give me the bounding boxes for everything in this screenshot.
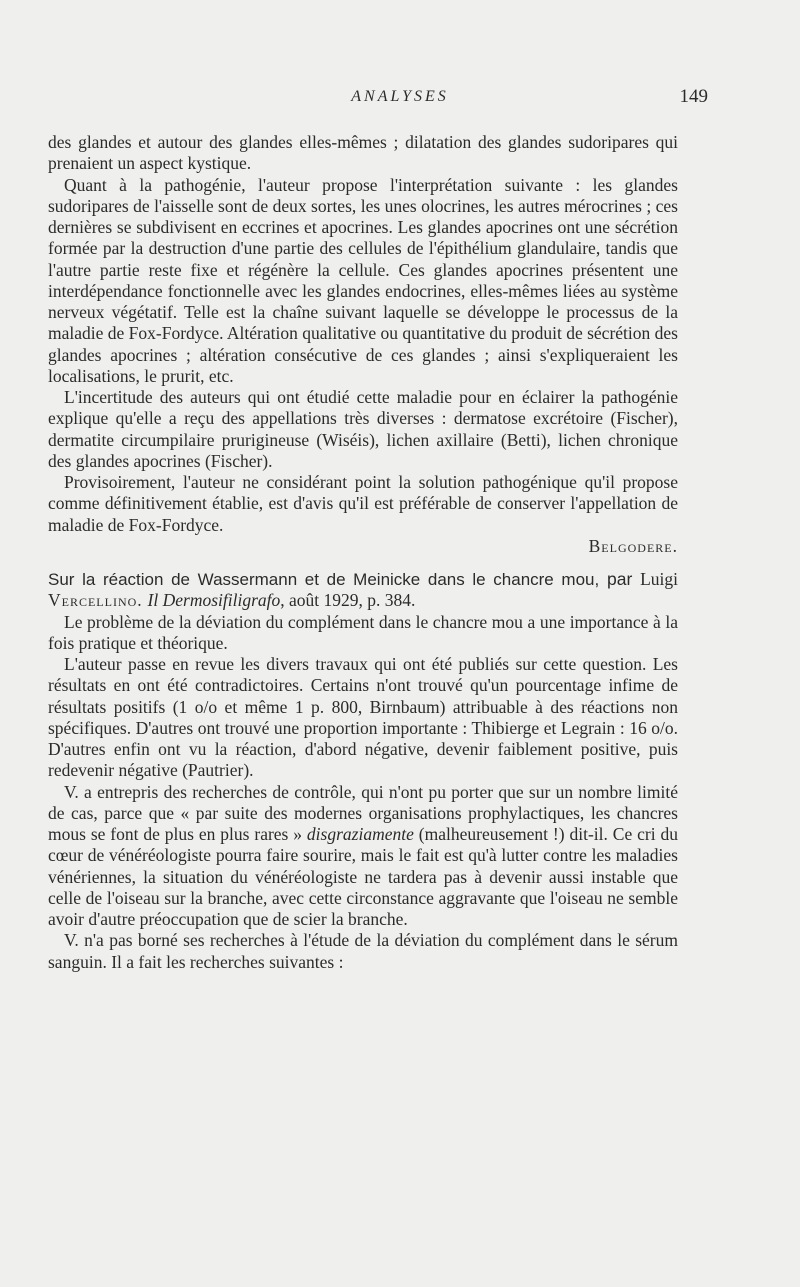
article-title: Sur la réaction de Wassermann et de Meinicke dans le chancre mou, xyxy=(48,570,600,589)
article-author-last: Vercellino. xyxy=(48,590,143,611)
reviewer-signature: Belgodere. xyxy=(588,535,678,556)
paragraph: V. n'a pas borné ses recherches à l'étude de la déviation du complément dans le sérum sanguin. Il a fait les recherches suivantes : xyxy=(48,930,678,972)
body-text xyxy=(48,132,678,973)
article-by: par xyxy=(599,569,633,589)
article-author-first: Luigi xyxy=(640,569,678,589)
paragraph: Le problème de la déviation du complément dans le chancre mou a une importance à la fois pratique et théorique. xyxy=(48,611,678,653)
paragraph: L'auteur passe en revue les divers travaux qui ont été publiés sur cette question. Les résultats en ont été contradictoires. Certains n'ont trouvé qu'un pourcentage infime de résultats positifs (1 o/o et même 1 p. 800, Birnbaum) attribuable à des réactions non spécifiques. D'autres ont trouvé une proportion importante : Thibierge et Legrain : 16 o/o. D'autres enfin ont vu la réaction, d'abord négative, devenir faiblement positive, puis redevenir négative (Pautrier). xyxy=(48,654,678,781)
paragraph: L'incertitude des auteurs qui ont étudié cette maladie pour en éclairer la pathogénie explique qu'elle a reçu des appellations très diverses : dermatose excrétoire (Fischer), dermatite circumpilaire prurigineuse (Wiséis), lichen axillaire (Betti), lichen chronique des glandes apocrines (Fischer). xyxy=(48,387,678,471)
running-head xyxy=(0,86,800,110)
running-title: ANALYSES xyxy=(351,88,449,105)
paragraph-text: V. a entrepris des recherches de contrôle, qui n'ont pu porter que sur un nombre limité de cas, parce que « par suite des modernes organisations prophylactiques, les chancres mous se font de plus en plus rares » xyxy=(48,781,678,844)
paragraph-text: (malheureusement !) dit-il. Ce cri du cœur de vénéréologiste pourra faire sourire, mais le fait est qu'à lutter contre les maladies vénériennes, la situation du vénéréologiste ne tardera pas à devenir aussi instable que celle de l'oiseau sur la branche, avec cette circonstance aggravante que l'oiseau ne semble avoir d'autre préoccupation que de scier la branche. xyxy=(48,824,678,929)
article-citation: , août 1929, p. 384. xyxy=(280,590,416,611)
paragraph: Provisoirement, l'auteur ne considérant point la solution pathogénique qu'il propose comme définitivement établie, est d'avis qu'il est préférable de conserver l'appellation de maladie de Fox-Fordyce. xyxy=(48,472,678,535)
page-number: 149 xyxy=(679,86,708,107)
paragraph: des glandes et autour des glandes elles-mêmes ; dilatation des glandes sudoripares qui prenaient un aspect kystique. xyxy=(48,132,678,174)
paragraph: Quant à la pathogénie, l'auteur propose l'interprétation suivante : les glandes sudoripares de l'aisselle sont de deux sortes, les unes olocrines, les autres mérocrines ; ces dernières se subdivisent en eccrines et apocrines. Les glandes apocrines ont une sécrétion formée par la destruction d'une partie des cellules de l'épithélium glandulaire, tandis que l'autre partie reste fixe et régénère la cellule. Ces glandes apocrines présentent une interdépendance fonctionnelle avec les glandes endocrines, elles-mêmes liées au système nerveux végétatif. Telle est la chaîne suivant laquelle se développe le processus de la maladie de Fox-Fordyce. Altération qualitative ou quantitative du produit de sécrétion des glandes apocrines ; altération consécutive de ces glandes ; ainsi s'expliqueraient les localisations, le prurit, etc. xyxy=(48,174,678,386)
article-journal: Il Dermosifiligrafo xyxy=(147,590,281,611)
italic-word: disgraziamente xyxy=(306,824,414,844)
paragraph xyxy=(48,782,678,931)
article-heading xyxy=(48,569,678,612)
